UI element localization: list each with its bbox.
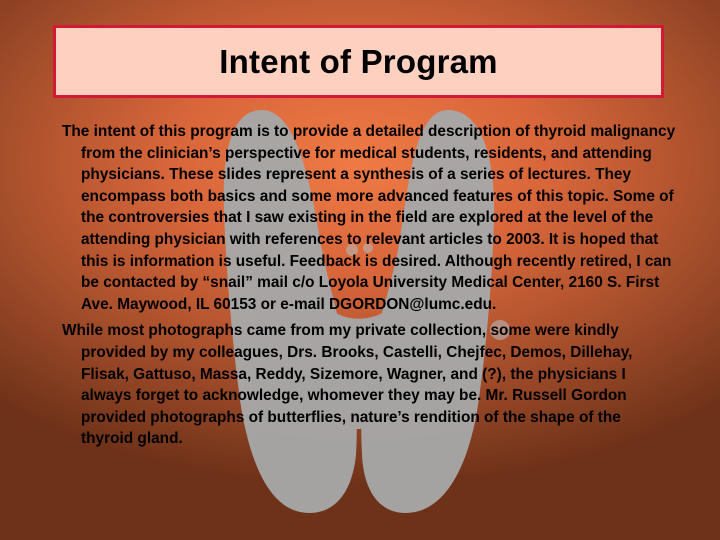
slide-body [62,121,677,450]
intent-paragraph: The intent of this program is to provide a detailed description of thyroid malignancy from the clinician’s perspective for medical students, residents, and attending physicians. These slides represent a synthesis of a series of lectures. They encompass both basics and some more advanced features of this topic. Some of the controversies that I saw existing in the field are explored at the level of the attending physician with references to relevant articles to 2003. It is hoped that this is information is useful. Feedback is desired. Although recently retired, I can be contacted by “snail” mail c/o Loyola University Medical Center, 2160 S. First Ave. Maywood, IL 60153 or e-mail DGORDON@lumc.edu. [62,123,676,313]
slide-title: Intent of Program [219,42,498,80]
title-box [53,25,664,98]
acknowledgements-paragraph: While most photographs came from my private collection, some were kindly provided by my colleagues, Drs. Brooks, Castelli, Chejfec, Demos, Dillehay, Flisak, Gattuso, Massa, Reddy, Sizemore, Wagner, and (?), the physicians I always forget to acknowledge, whomever they may be. Mr. Russell Gordon provided photographs of butterflies, nature’s rendition of the shape of the thyroid gland. [62,322,633,448]
